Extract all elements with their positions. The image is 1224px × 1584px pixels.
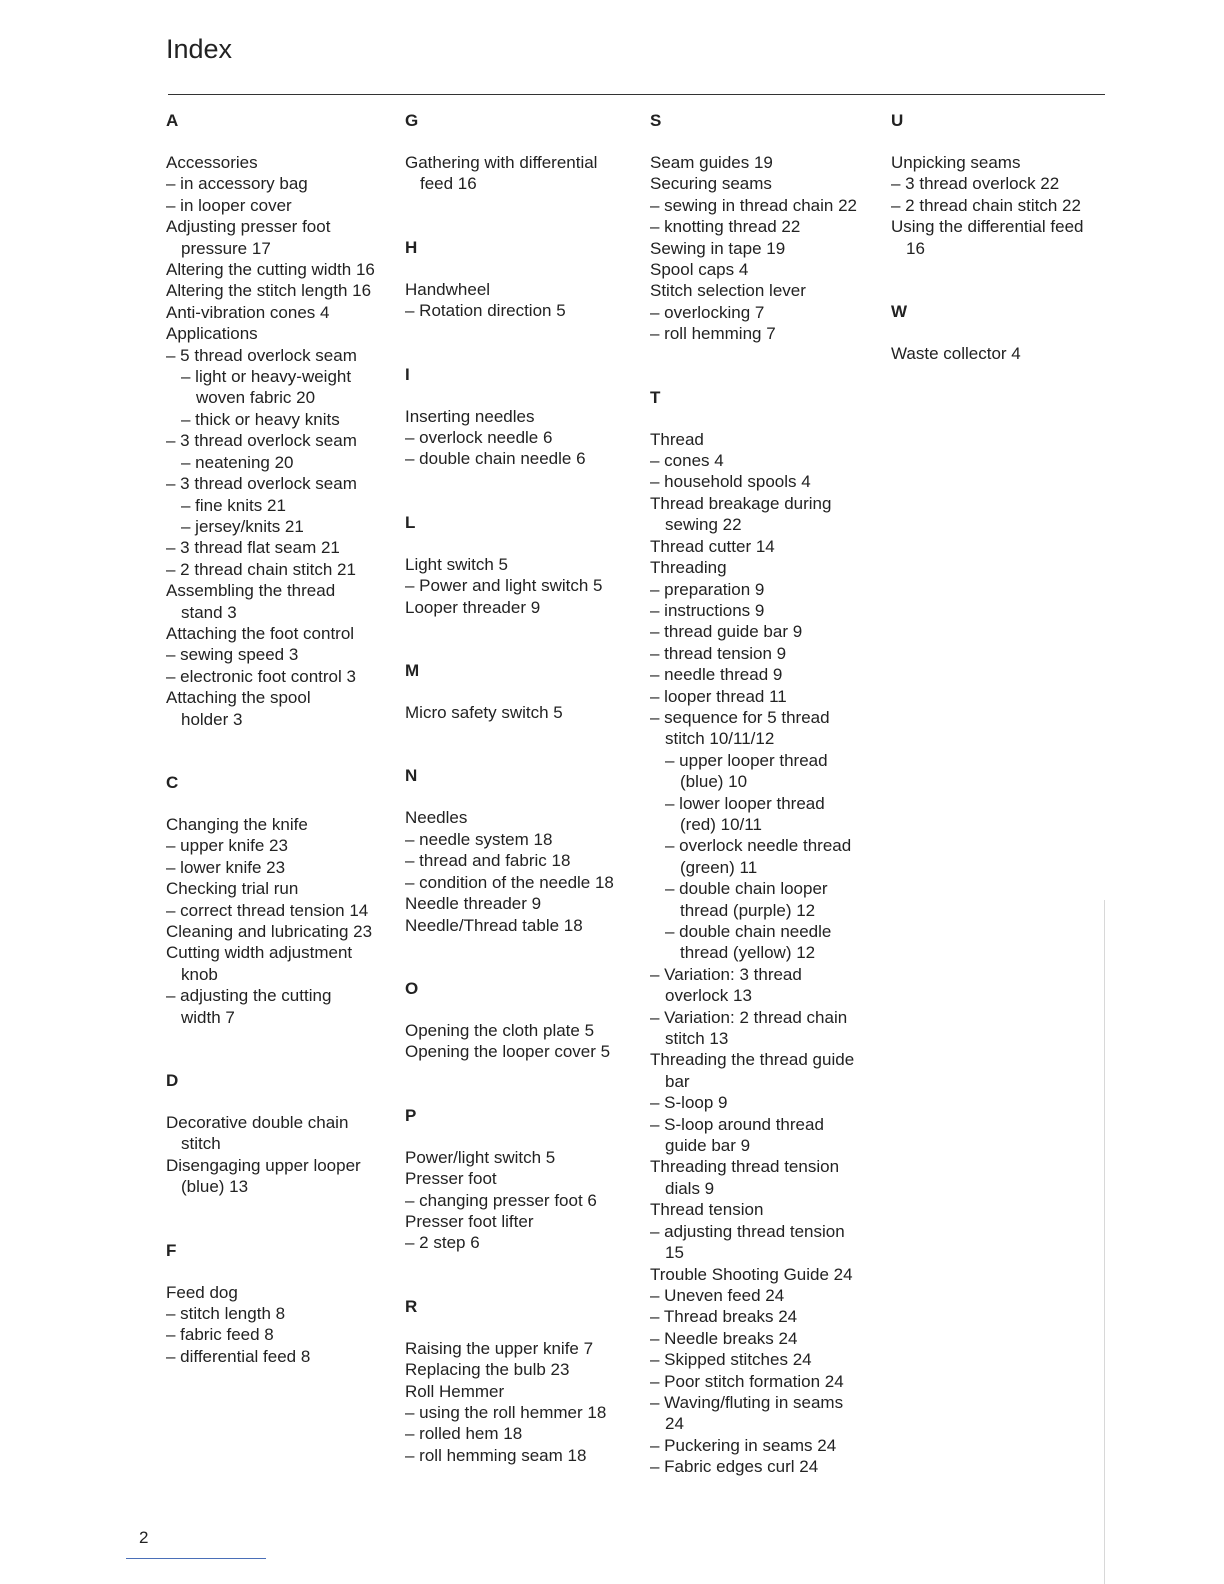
index-entry: Inserting needles	[405, 406, 535, 426]
index-entry: Needles	[405, 808, 468, 828]
header-rule	[168, 94, 1105, 95]
page-title: Index	[166, 34, 233, 64]
section-letter: G	[405, 111, 419, 130]
index-entry: Applications	[166, 324, 258, 344]
section-letter: H	[405, 237, 418, 257]
index-entry: Needle threader 9	[405, 894, 542, 914]
index-entry: holder 3	[181, 709, 243, 729]
index-section-d	[166, 1070, 398, 1198]
index-entry: – overlock needle 6	[405, 428, 553, 448]
index-entry: Sewing in tape 19	[650, 238, 786, 258]
section-letter: C	[166, 772, 179, 792]
index-entry: – double chain needle 6	[405, 449, 586, 469]
index-entry: – Needle breaks 24	[650, 1328, 798, 1348]
index-entry: – thread and fabric 18	[405, 851, 571, 871]
index-entry: Changing the knife	[166, 814, 308, 834]
index-entry: pressure 17	[181, 238, 271, 258]
index-section-l	[405, 512, 637, 618]
index-entry: – roll hemming 7	[650, 324, 776, 344]
index-entry: – knotting thread 22	[650, 217, 801, 237]
index-entry: – 2 thread chain stitch 22	[891, 195, 1081, 215]
index-entry: sewing 22	[665, 515, 742, 535]
index-section-f	[166, 1240, 398, 1368]
index-entry: – 3 thread overlock seam	[166, 474, 357, 494]
index-entry: – 3 thread flat seam 21	[166, 538, 340, 558]
section-letter: T	[650, 387, 661, 407]
section-letter: S	[650, 111, 662, 130]
section-letter: W	[891, 302, 908, 322]
index-entry: width 7	[181, 1007, 235, 1027]
index-entry: stitch 13	[665, 1029, 729, 1049]
index-section-t	[650, 387, 882, 1478]
index-entry: – light or heavy-weight	[181, 367, 352, 387]
index-entry: – double chain needle	[665, 922, 832, 941]
index-entry: 16	[906, 238, 925, 258]
index-entry: – electronic foot control 3	[166, 666, 356, 686]
index-entry: – preparation 9	[650, 579, 765, 599]
index-entry: knob	[181, 964, 218, 984]
index-section-r	[405, 1296, 637, 1466]
index-entry: Threading the thread guide	[650, 1050, 855, 1070]
index-entry: Anti-vibration cones 4	[166, 302, 330, 322]
index-entry: Opening the looper cover 5	[405, 1042, 611, 1062]
index-entry: – Poor stitch formation 24	[650, 1371, 844, 1391]
index-entry: – 2 thread chain stitch 21	[166, 559, 356, 579]
index-section-m	[405, 660, 637, 723]
index-entry: Roll Hemmer	[405, 1381, 505, 1401]
index-entry: – sewing speed 3	[166, 645, 299, 665]
index-entry: – Puckering in seams 24	[650, 1435, 837, 1455]
index-entry: – lower knife 23	[166, 857, 286, 877]
index-entry: – upper knife 23	[166, 836, 288, 856]
index-section-n	[405, 765, 637, 935]
index-entry: Unpicking seams	[891, 153, 1021, 172]
section-letter: F	[166, 1240, 177, 1260]
index-entry: dials 9	[665, 1178, 715, 1198]
index-entry: Presser foot	[405, 1169, 497, 1189]
index-entry: – using the roll hemmer 18	[405, 1402, 607, 1422]
index-entry: bar	[665, 1071, 690, 1091]
index-entry: – roll hemming seam 18	[405, 1445, 587, 1465]
index-section-p	[405, 1105, 637, 1254]
index-column-4	[891, 110, 1123, 364]
index-entry: Securing seams	[650, 174, 772, 194]
index-entry: Checking trial run	[166, 879, 299, 899]
page-number: 2	[139, 1528, 149, 1547]
index-entry: – household spools 4	[650, 472, 811, 492]
index-entry: (red) 10/11	[680, 814, 762, 834]
section-letter: O	[405, 978, 419, 998]
index-entry: – Power and light switch 5	[405, 576, 603, 596]
index-entry: – cones 4	[650, 451, 724, 471]
index-section-u	[891, 110, 1123, 259]
index-entry: – lower looper thread	[665, 793, 825, 813]
index-entry: Cutting width adjustment	[166, 943, 353, 963]
index-entry: Assembling the thread	[166, 581, 336, 601]
index-entry: – fine knits 21	[181, 495, 286, 515]
index-section-i	[405, 364, 637, 470]
index-entry: – sequence for 5 thread	[650, 707, 830, 727]
section-letter: M	[405, 661, 420, 681]
index-entry: – condition of the needle 18	[405, 872, 614, 892]
index-section-c	[166, 772, 398, 1028]
index-section-o	[405, 978, 637, 1063]
index-entry: woven fabric 20	[196, 388, 316, 408]
index-entry: Threading	[650, 558, 727, 578]
index-entry: – upper looper thread	[665, 750, 828, 770]
index-entry: Threading thread tension	[650, 1157, 840, 1177]
index-entry: thread (purple) 12	[680, 900, 816, 920]
index-entry: Light switch 5	[405, 554, 508, 574]
index-entry: – 5 thread overlock seam	[166, 345, 357, 365]
index-section-h	[405, 237, 637, 322]
index-entry: Adjusting presser foot	[166, 217, 331, 237]
index-entry: – S-loop around thread	[650, 1114, 824, 1134]
index-entry: – thick or heavy knits	[181, 409, 340, 429]
index-entry: Altering the cutting width 16	[166, 260, 375, 280]
section-letter: P	[405, 1105, 417, 1125]
index-entry: Accessories	[166, 153, 258, 172]
index-entry: Presser foot lifter	[405, 1211, 534, 1231]
index-entry: – 3 thread overlock 22	[891, 174, 1060, 194]
index-entry: – Waving/fluting in seams	[650, 1392, 844, 1412]
section-letter: R	[405, 1296, 418, 1316]
index-section-w	[891, 301, 1123, 364]
index-entry: Decorative double chain	[166, 1113, 349, 1133]
index-entry: overlock 13	[665, 986, 752, 1006]
index-entry: – jersey/knits 21	[181, 516, 304, 536]
index-entry: (green) 11	[680, 857, 758, 877]
index-entry: thread (yellow) 12	[680, 943, 816, 963]
index-entry: – looper thread 11	[650, 686, 787, 706]
index-entry: – sewing in thread chain 22	[650, 195, 857, 215]
index-entry: – 3 thread overlock seam	[166, 431, 357, 451]
index-entry: – rolled hem 18	[405, 1424, 523, 1444]
index-entry: Looper threader 9	[405, 597, 541, 617]
index-entry: – Variation: 2 thread chain	[650, 1007, 848, 1027]
section-letter: D	[166, 1071, 179, 1091]
index-entry: Thread	[650, 429, 704, 449]
index-entry: – adjusting the cutting	[166, 986, 332, 1006]
index-section-a	[166, 110, 398, 730]
index-entry: Seam guides 19	[650, 153, 773, 172]
index-entry: Altering the stitch length 16	[166, 281, 372, 301]
index-entry: 24	[665, 1414, 684, 1434]
index-entry: – needle system 18	[405, 829, 553, 849]
index-entry: – fabric feed 8	[166, 1325, 274, 1345]
index-section-g	[405, 110, 637, 195]
index-entry: Disengaging upper looper	[166, 1155, 361, 1175]
index-entry: Thread cutter 14	[650, 536, 775, 556]
index-entry: Feed dog	[166, 1282, 238, 1302]
index-entry: 15	[665, 1243, 684, 1263]
index-entry: Power/light switch 5	[405, 1147, 556, 1167]
section-letter: U	[891, 111, 904, 130]
page-edge-line	[1104, 900, 1105, 1584]
index-entry: stitch 10/11/12	[665, 729, 775, 749]
index-entry: Attaching the spool	[166, 688, 311, 708]
index-entry: – stitch length 8	[166, 1304, 286, 1324]
index-entry: – changing presser foot 6	[405, 1190, 597, 1210]
index-entry: Gathering with differential	[405, 153, 598, 172]
index-entry: – double chain looper	[665, 879, 828, 899]
index-entry: – in accessory bag	[166, 174, 308, 194]
index-entry: Stitch selection lever	[650, 281, 806, 301]
index-column-2	[405, 110, 637, 1466]
index-entry: feed 16	[420, 174, 477, 194]
index-entry: – Variation: 3 thread	[650, 964, 802, 984]
index-entry: – Rotation direction 5	[405, 301, 566, 321]
index-section-s	[650, 110, 882, 345]
index-entry: Spool caps 4	[650, 260, 749, 280]
index-entry: stand 3	[181, 602, 237, 622]
index-entry: – instructions 9	[650, 600, 765, 620]
index-entry: – Fabric edges curl 24	[650, 1457, 819, 1477]
index-entry: Thread tension	[650, 1200, 764, 1220]
index-entry: Attaching the foot control	[166, 623, 355, 643]
index-entry: – correct thread tension 14	[166, 900, 369, 920]
index-entry: – 2 step 6	[405, 1233, 480, 1253]
index-entry: Raising the upper knife 7	[405, 1338, 594, 1358]
index-entry: Waste collector 4	[891, 344, 1021, 364]
index-entry: – overlocking 7	[650, 302, 765, 322]
index-column-3	[650, 110, 882, 1478]
index-entry: – thread guide bar 9	[650, 622, 803, 642]
index-entry: – overlock needle thread	[665, 836, 852, 856]
index-entry: Handwheel	[405, 279, 491, 299]
index-entry: – in looper cover	[166, 195, 292, 215]
section-letter: A	[166, 111, 179, 130]
section-letter: N	[405, 766, 418, 786]
index-entry: – Skipped stitches 24	[650, 1350, 812, 1370]
index-entry: Needle/Thread table 18	[405, 915, 583, 935]
index-entry: – thread tension 9	[650, 643, 787, 663]
index-entry: – S-loop 9	[650, 1093, 728, 1113]
index-entry: Opening the cloth plate 5	[405, 1020, 595, 1040]
footer-line	[126, 1558, 266, 1559]
index-entry: Using the differential feed	[891, 217, 1084, 237]
index-entry: Micro safety switch 5	[405, 703, 563, 723]
index-entry: – Thread breaks 24	[650, 1307, 798, 1327]
index-entry: (blue) 13	[181, 1177, 249, 1197]
index-entry: – neatening 20	[181, 452, 294, 472]
index-entry: Thread breakage during	[650, 493, 832, 513]
index-entry: Trouble Shooting Guide 24	[650, 1264, 853, 1284]
index-entry: (blue) 10	[680, 772, 748, 792]
index-entry: stitch	[181, 1134, 221, 1154]
index-entry: Cleaning and lubricating 23	[166, 922, 373, 941]
index-entry: – differential feed 8	[166, 1346, 311, 1366]
section-letter: L	[405, 512, 416, 532]
section-letter: I	[405, 364, 410, 384]
index-entry: – adjusting thread tension	[650, 1221, 845, 1241]
index-entry: Replacing the bulb 23	[405, 1360, 570, 1380]
index-entry: – Uneven feed 24	[650, 1285, 785, 1305]
index-entry: – needle thread 9	[650, 665, 783, 685]
index-column-1	[166, 110, 398, 1367]
index-entry: guide bar 9	[665, 1136, 751, 1156]
